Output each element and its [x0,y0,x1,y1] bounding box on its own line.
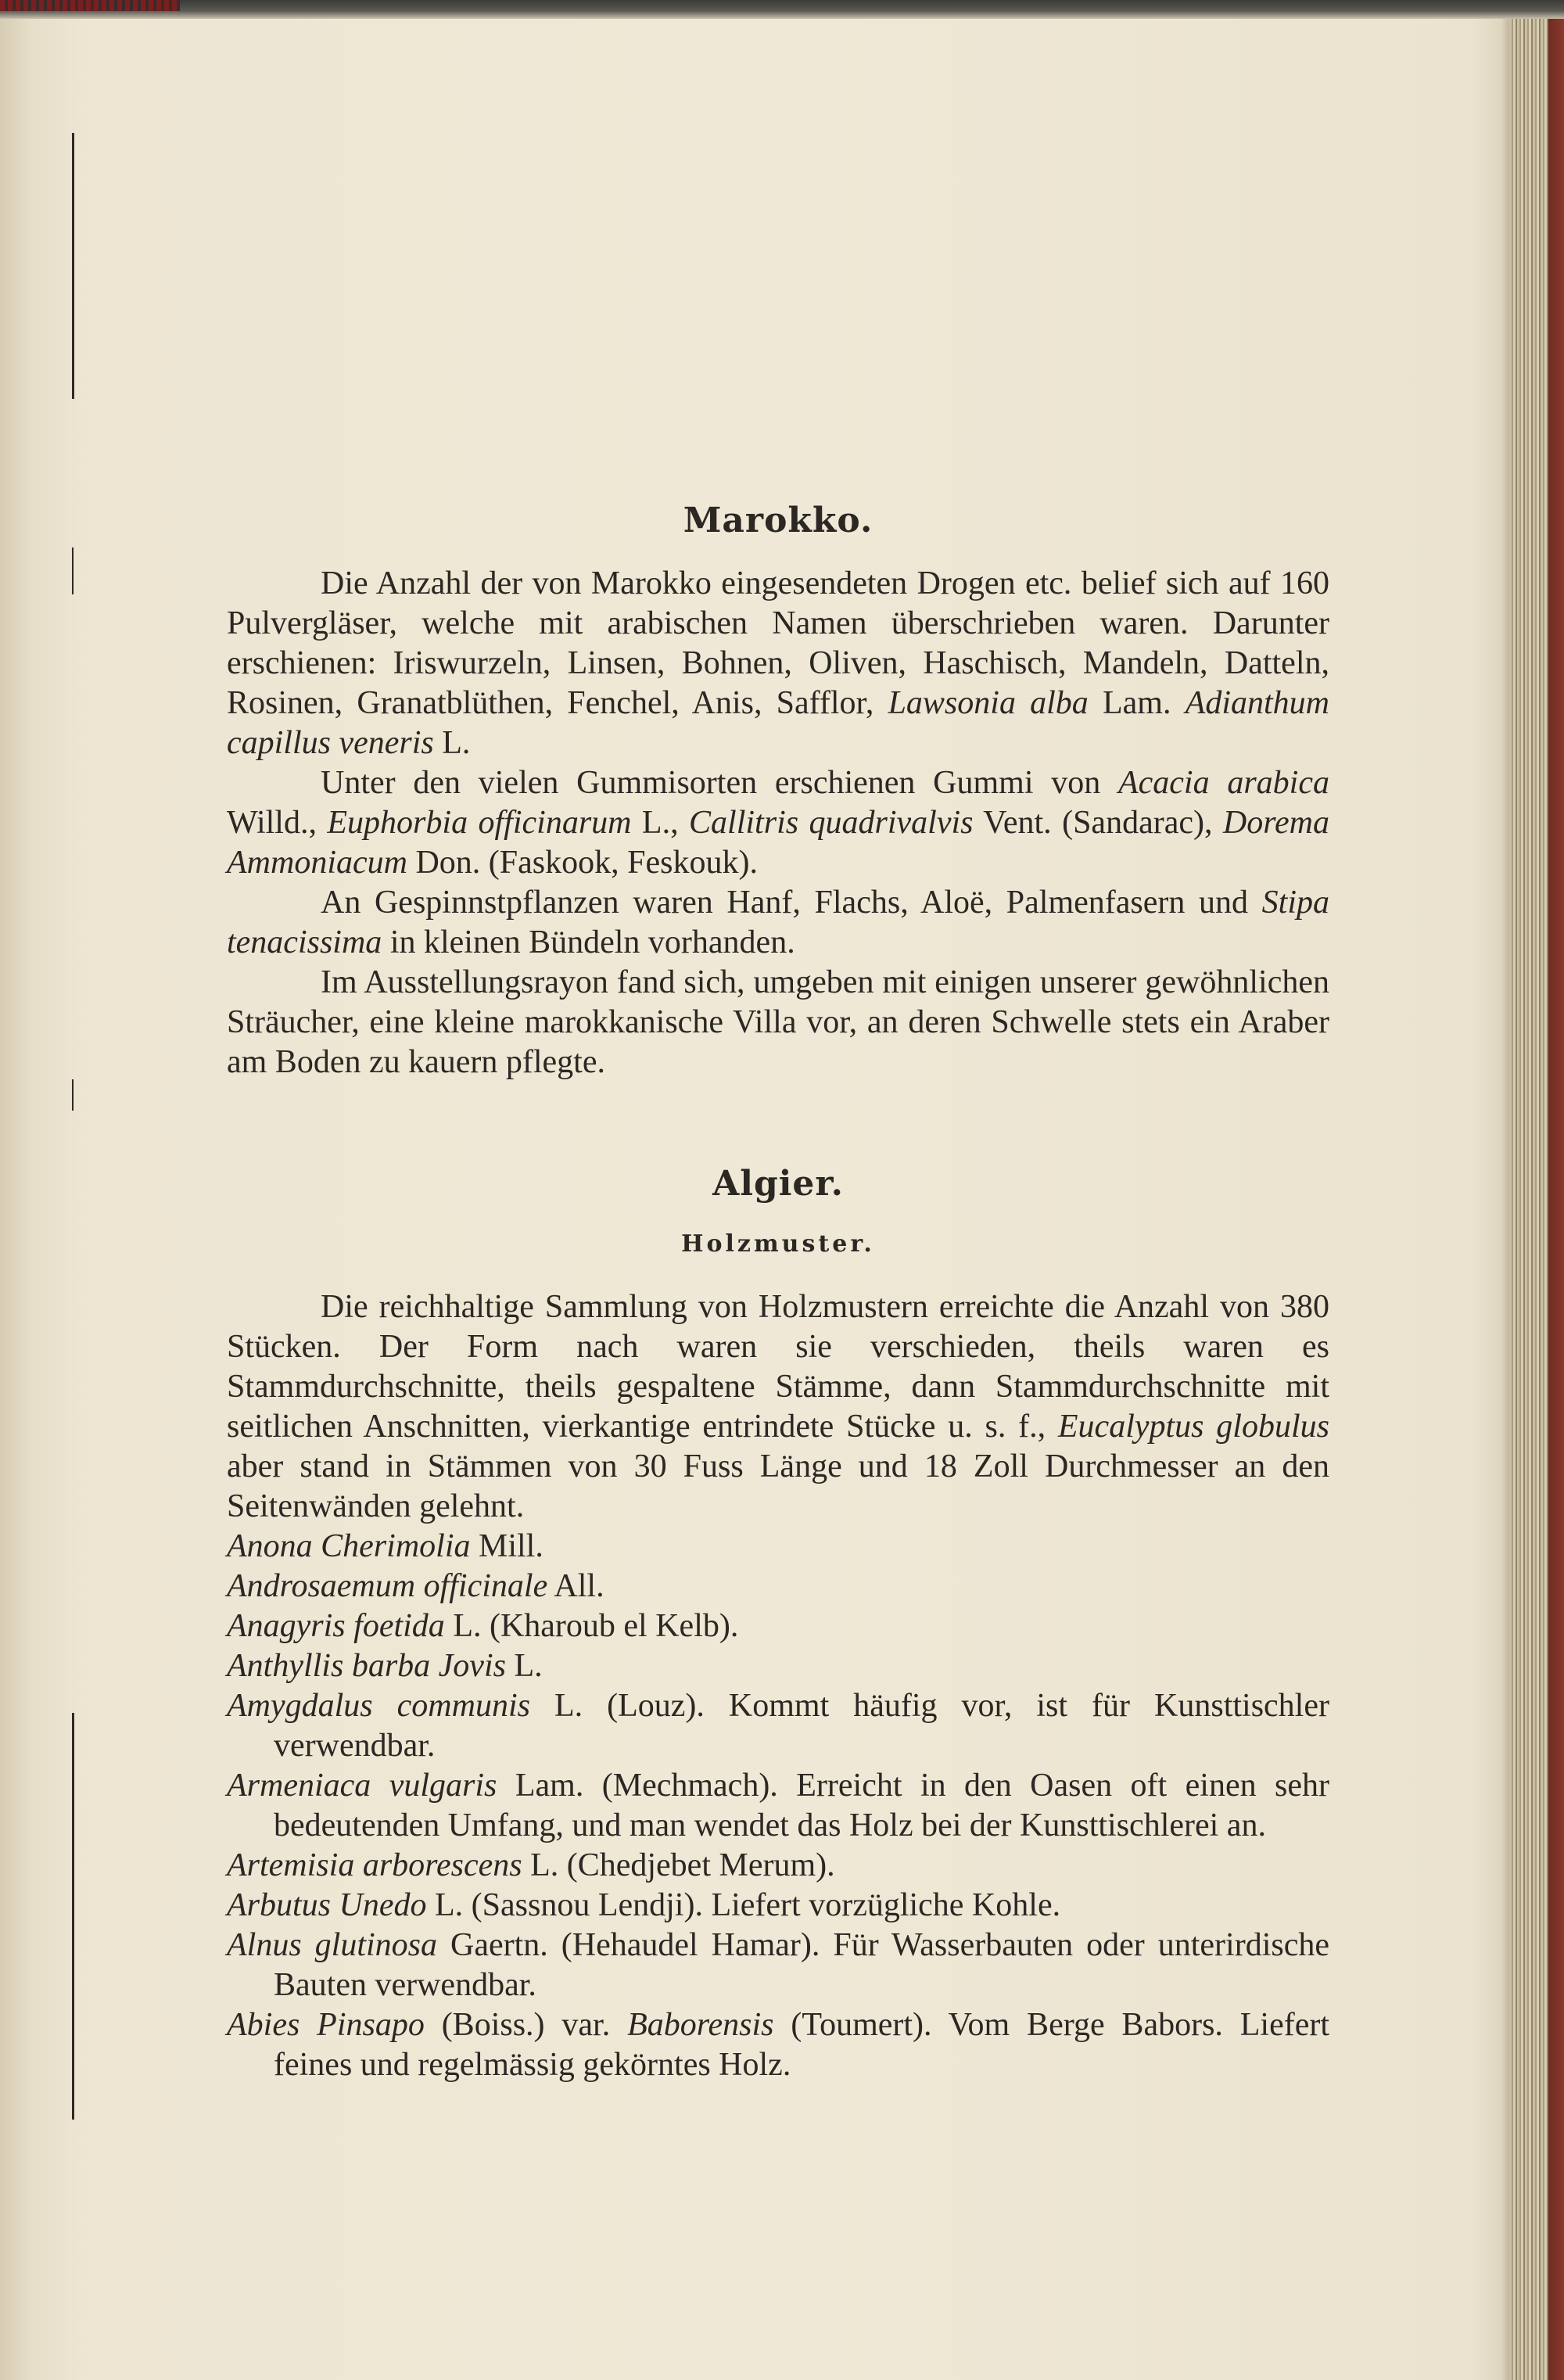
italic-term: Arbutus Unedo [227,1887,427,1923]
species-entry: Alnus glutinosa Gaertn. (Hehaudel Hamar). Für Wasserbauten oder unterirdische Bauten verwendbar. [227,1927,1329,2003]
italic-term: Eucalyptus globulus [1057,1409,1329,1445]
marokko-paragraph: Unter den vielen Gummisorten erschienen Gummi von Acacia arabica Willd., Euphorbia officinarum L., Callitris quadrivalvis Vent. (Sandarac), Dorema Ammoniacum Don. (Faskook, Feskouk). [227,765,1329,881]
margin-mark [72,547,74,594]
italic-term: Anthyllis barba Jovis [227,1648,506,1684]
species-entry: Armeniaca vulgaris Lam. (Mechmach). Erreicht in den Oasen oft einen sehr bedeutenden Umfang, und man wendet das Holz bei der Kunsttischlerei an. [227,1768,1330,1843]
wood-species-list [227,1527,1329,2085]
italic-term: Anona Cherimolia [227,1528,471,1564]
species-entry: Anthyllis barba Jovis L. [227,1648,543,1684]
marokko-paragraph: Im Ausstellungsrayon fand sich, umgeben mit einigen unserer gewöhnlichen Sträucher, eine kleine marokkanische Villa vor, an deren Schwelle stets ein Araber am Boden zu kauern pflegte. [227,964,1329,1080]
page-content [227,501,1329,2085]
section-title-marokko: Marokko. [683,501,873,540]
species-entry: Artemisia arborescens L. (Chedjebet Merum). [227,1847,835,1883]
italic-term: Dorema Ammoniacum [227,805,1329,881]
book-top-edge [0,0,1564,19]
italic-term: Alnus glutinosa [227,1927,438,1963]
species-entry: Arbutus Unedo L. (Sassnou Lendji). Liefert vorzügliche Kohle. [227,1887,1061,1923]
book-headband [0,0,180,11]
italic-term: Anagyris foetida [227,1608,445,1644]
section-title-algier: Algier. [712,1164,844,1204]
algier-intro-paragraph: Die reichhaltige Sammlung von Holzmustern erreichte die Anzahl von 380 Stücken. Der Form nach waren sie verschieden, theils waren es Stammdurchschnitte, theils gespaltene Stämme, dann Stammdurchschnitte mit seitlichen Anschnitten, vierkantige entrindete Stücke u. s. f., Eucalyptus globulus aber stand in Stämmen von 30 Fuss Länge und 18 Zoll Durchmesser an den Seitenwänden gelehnt. [227,1289,1329,1524]
species-entry: Anona Cherimolia Mill. [227,1528,543,1564]
margin-mark [72,133,74,399]
margin-mark [72,1713,74,2120]
italic-term: Amygdalus communis [227,1688,530,1724]
gutter [0,19,33,2380]
margin-mark [72,1079,74,1111]
italic-term: Artemisia arborescens [227,1847,522,1883]
italic-term: Androsaemum officinale [227,1568,548,1604]
italic-term: Callitris quadrivalvis [689,805,974,841]
italic-term: Acacia arabica [1117,765,1329,801]
italic-term: Baborensis [627,2007,774,2043]
species-entry: Amygdalus communis L. (Louz). Kommt häufig vor, ist für Kunsttischler verwendbar. [227,1688,1329,1764]
italic-term: Stipa tenacissima [227,885,1329,960]
book-cover-edge [1548,19,1564,2380]
italic-term: Lawsonia alba [888,685,1089,721]
italic-term: Euphorbia officinarum [327,805,632,841]
italic-term: Abies Pinsapo [227,2007,425,2043]
italic-term: Adianthum capillus veneris [227,685,1329,761]
species-entry: Androsaemum officinale All. [227,1568,604,1604]
subsection-title-holzmuster: Holzmuster. [681,1230,875,1258]
species-entry: Abies Pinsapo (Boiss.) var. Baborensis (Toumert). Vom Berge Babors. Liefert feines und regelmässig gekörntes Holz. [227,2007,1330,2083]
marokko-paragraph: Die Anzahl der von Marokko eingesendeten Drogen etc. belief sich auf 160 Pulvergläser, welche mit arabischen Namen überschrieben waren. Darunter erschienen: Iriswurzeln, Linsen, Bohnen, Oliven, Haschisch, Mandeln, Datteln, Rosinen, Granatblüthen, Fenchel, Anis, Safflor, Lawsonia alba Lam. Adianthum capillus veneris L. [227,565,1329,761]
italic-term: Armeniaca vulgaris [227,1768,497,1804]
species-entry: Anagyris foetida L. (Kharoub el Kelb). [227,1608,739,1644]
marokko-paragraph: An Gespinnstpflanzen waren Hanf, Flachs, Aloë, Palmenfasern und Stipa tenacissima in kleinen Bündeln vorhanden. [227,885,1329,960]
